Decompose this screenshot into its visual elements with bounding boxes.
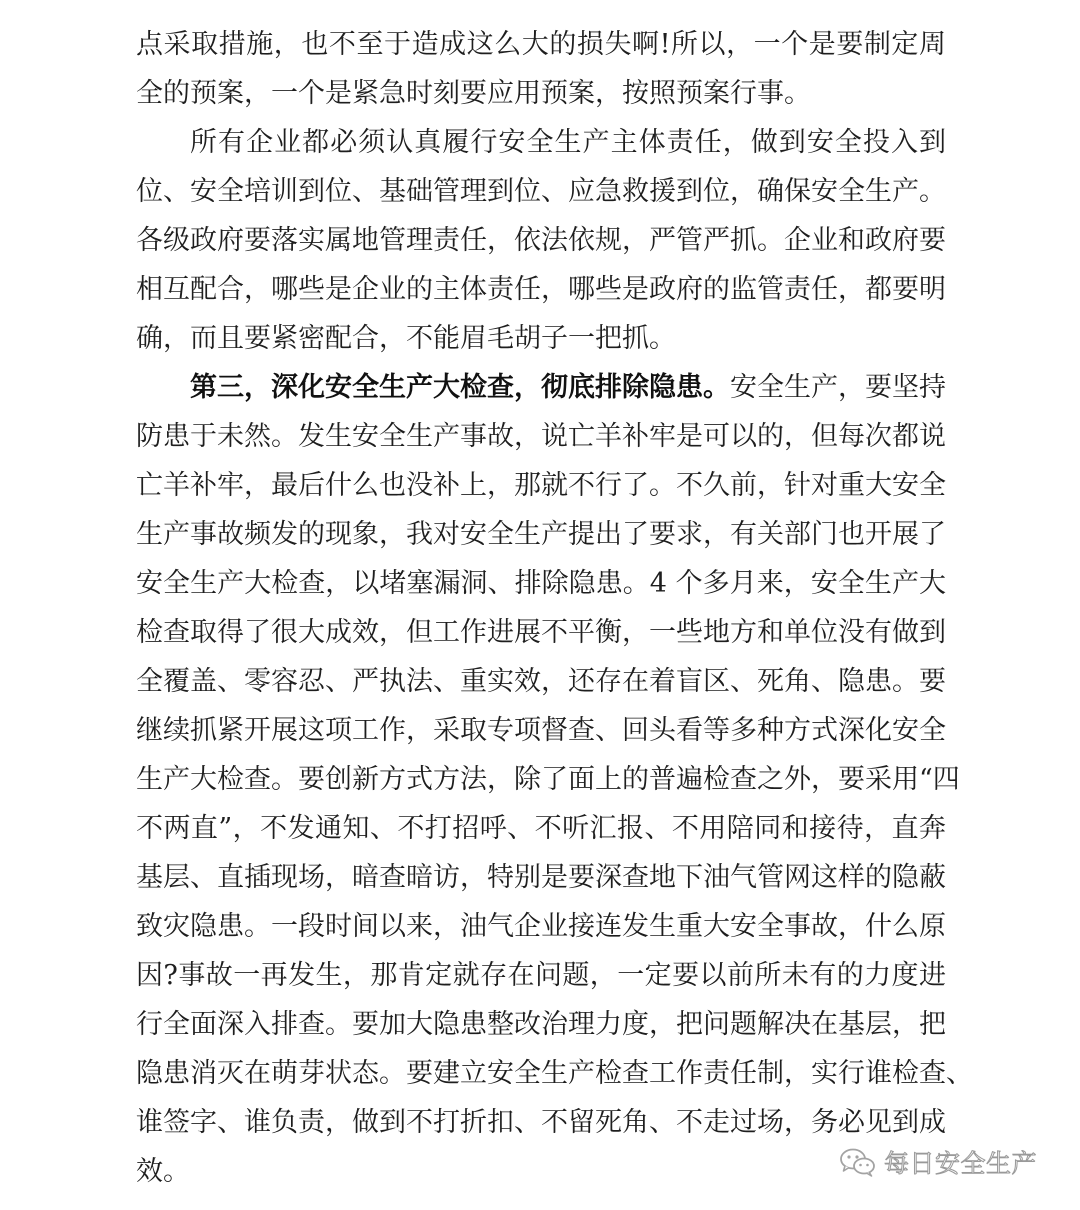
text-line: 点采取措施，也不至于造成这么大的损失啊!所以，一个是要制定周 <box>136 29 946 60</box>
text-line: 各级政府要落实属地管理责任，依法依规，严管严抓。企业和政府要 <box>136 225 946 256</box>
text-segment: 安全生产，要坚持 <box>730 372 946 403</box>
section-heading-line <box>190 363 946 412</box>
text-line: 生产大检查。要创新方式方法，除了面上的普遍检查之外，要采用“四 <box>136 764 960 795</box>
text-line: 不两直”，不发通知、不打招呼、不听汇报、不用陪同和接待，直奔 <box>136 813 946 844</box>
text-line: 隐患消灭在萌芽状态。要建立安全生产检查工作责任制，实行谁检查、 <box>136 1058 973 1089</box>
text-line: 全覆盖、零容忍、严执法、重实效，还存在着盲区、死角、隐患。要 <box>136 666 946 697</box>
text-line: 生产事故频发的现象，我对安全生产提出了要求，有关部门也开展了 <box>136 519 946 550</box>
text-line: 效。 <box>136 1156 190 1187</box>
text-line: 检查取得了很大成效，但工作进展不平衡，一些地方和单位没有做到 <box>136 617 946 648</box>
section-heading: 第三，深化安全生产大检查，彻底排除隐患。 <box>190 372 730 403</box>
text-line: 所有企业都必须认真履行安全生产主体责任，做到安全投入到 <box>190 127 946 158</box>
text-line: 因?事故一再发生，那肯定就存在问题，一定要以前所未有的力度进 <box>136 960 946 991</box>
text-line: 致灾隐患。一段时间以来，油气企业接连发生重大安全事故，什么原 <box>136 911 946 942</box>
text-line: 全的预案，一个是紧急时刻要应用预案，按照预案行事。 <box>136 78 811 109</box>
text-line: 继续抓紧开展这项工作，采取专项督查、回头看等多种方式深化安全 <box>136 715 946 746</box>
watermark-text: 每日安全生产 <box>884 1149 1038 1178</box>
text-line: 行全面深入排查。要加大隐患整改治理力度，把问题解决在基层，把 <box>136 1009 946 1040</box>
text-line: 防患于未然。发生安全生产事故，说亡羊补牢是可以的，但每次都说 <box>136 421 946 452</box>
text-line: 确，而且要紧密配合，不能眉毛胡子一把抓。 <box>136 323 676 354</box>
text-line: 亡羊补牢，最后什么也没补上，那就不行了。不久前，针对重大安全 <box>136 470 946 501</box>
text-line: 谁签字、谁负责，做到不打折扣、不留死角、不走过场，务必见到成 <box>136 1107 946 1138</box>
text-line: 相互配合，哪些是企业的主体责任，哪些是政府的监管责任，都要明 <box>136 274 946 305</box>
wechat-icon <box>838 1146 878 1178</box>
text-line: 位、安全培训到位、基础管理到位、应急救援到位，确保安全生产。 <box>136 176 946 207</box>
text-line: 基层、直插现场，暗查暗访，特别是要深查地下油气管网这样的隐蔽 <box>136 862 946 893</box>
text-line: 安全生产大检查，以堵塞漏洞、排除隐患。4 个多月来，安全生产大 <box>136 568 946 599</box>
watermark <box>838 1145 1037 1179</box>
